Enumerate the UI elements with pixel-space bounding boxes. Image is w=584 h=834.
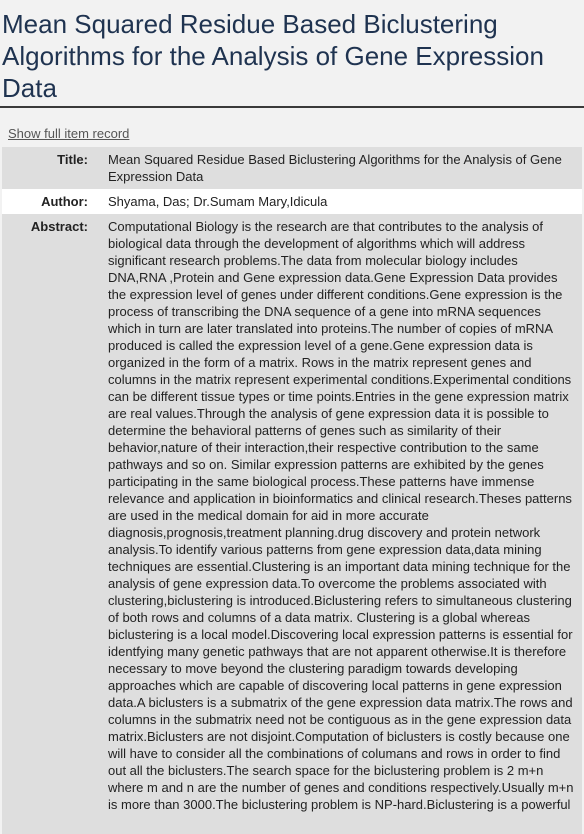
abstract-row <box>2 214 582 834</box>
show-full-record-link[interactable]: Show full item record <box>8 126 130 141</box>
author-row <box>2 189 582 214</box>
metadata-table <box>2 147 582 834</box>
title-label: Title: <box>57 152 88 167</box>
title-value: Mean Squared Residue Based Biclustering Algorithms for the Analysis of Gene Expression Data <box>108 152 562 184</box>
page-title: Mean Squared Residue Based Biclustering Algorithms for the Analysis of Gene Expression Data <box>0 0 584 108</box>
abstract-value: Computational Biology is the research are that contributes to the analysis of biological data through the development of algorithms which will address significant research problems.The data from molecular biology includes DNA,RNA ,Protein and Gene expression data.Gene Expression Data provides the expression level of genes under different conditions.Gene expression is the process of transcribing the DNA sequence of a gene into mRNA sequences which in turn are later translated into proteins.The number of copies of mRNA produced is called the expression level of a gene.Gene expression data is organized in the form of a matrix. Rows in the matrix represent genes and columns in the matrix represent experimental conditions.Experimental conditions can be different tissue types or time points.Entries in the gene expression matrix are real values.Through the analysis of gene expression data it is possible to determine the behavioral patterns of genes such as similarity of their behavior,nature of their interaction,their respective contribution to the same pathways and so on. Similar expression patterns are exhibited by the genes participating in the same biological process.These patterns have immense relevance and application in bioinformatics and clinical research.Theses patterns are used in the medical domain for aid in more accurate diagnosis,prognosis,treatment planning.drug discovery and protein network analysis.To identify various patterns from gene expression data,data mining techniques are essential.Clustering is an important data mining technique for the analysis of gene expression data.To overcome the problems associated with clustering,biclustering is introduced.Biclustering refers to simultaneous clustering of both rows and columns of a data matrix. Clustering is a global whereas biclustering is a local model.Discovering local expression patterns is essential for identfying many genetic pathways that are not apparent otherwise.It is therefore necessary to move beyond the clustering paradigm towards developing approaches which are capable of discovering local patterns in gene expression data.A biclusters is a submatrix of the gene expression data matrix.The rows and columns in the submatrix need not be contiguous as in the gene expression data matrix.Biclusters are not disjoint.Computation of biclusters is costly because one will have to consider all the combinations of columans and rows in order to find out all the biclusters.The search space for the biclustering problem is 2 m+n where m and n are the number of genes and conditions respectively.Usually m+n is more than 3000.The biclustering problem is NP-hard.Biclustering is a powerful <box>108 219 574 812</box>
abstract-label: Abstract: <box>30 219 88 234</box>
author-value: Shyama, Das; Dr.Sumam Mary,Idicula <box>108 194 328 209</box>
title-row <box>2 147 582 189</box>
author-label: Author: <box>41 194 88 209</box>
